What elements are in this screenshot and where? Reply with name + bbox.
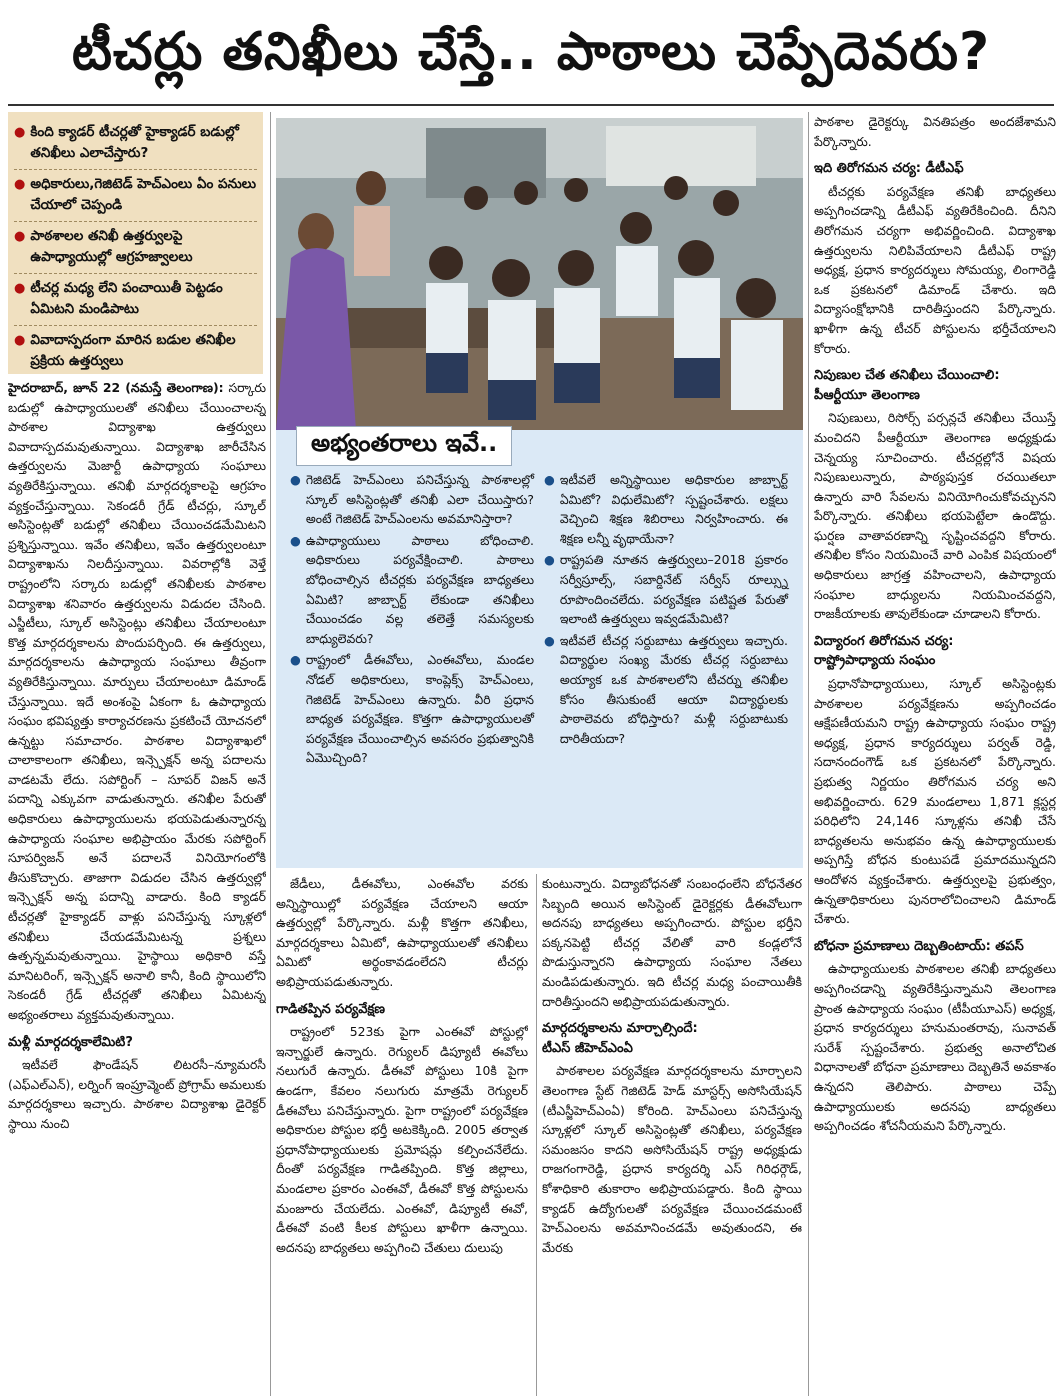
objections-box [276,430,803,868]
column-divider [808,112,809,1396]
subheading: నిపుణుల చేత తనిఖీలు చేయించాలి: [814,368,1000,384]
headline-rule [8,104,1054,106]
objection-item: ● ఉపాధ్యాయులు పాఠాలు బోధించాలి. అధికారులు పర్యవేక్షించాలి. పాఠాలు బోధించాల్సిన టీచర్లకు పర్యవేక్షణ బాధ్యతలు ఏమిటి? జాబ్చార్ట్ లేకుండా తనిఖీలు చేయించడం వల్ల తలెత్తే సమస్యలకు బాధ్యులెవరు? [290,531,534,649]
bullet-icon: ● [290,652,301,668]
objection-item: ● రాష్ట్రపతి నూతన ఉత్తర్వులు–2018 ప్రకారం సర్వీస్రూల్స్, సబార్డినేట్ సర్వీస్ రూల్స్ను రూపొందించలేదు. పర్యవేక్షణ పటిష్టత పేరుతో ఇలాంటి ఉత్తర్వులు ఇవ్వడమేమిటి? [544,550,788,628]
subheading: రాష్ట్రోపాధ్యాయ సంఘం [814,653,936,669]
article-paragraph: ప్రధానోపాధ్యాయులు, స్కూల్ అసిస్టెంట్లకు పాఠశాలల పర్యవేక్షణను అప్పగించడం ఆక్షేపణీయమని రాష్ట్ర ఉపాధ్యాయ సంఘం రాష్ట్ర అధ్యక్ష, ప్రధాన కార్యదర్శులు పర్వత్ రెడ్డి, సదానందంగౌడ్ ఒక ప్రకటనలో పేర్కొన్నారు. ప్రభుత్వ నిర్ణయం తిరోగమన చర్య అని అభివర్ణించారు. 629 మండలాలు 1,871 క్లస్టర్ల పరిధిలోని 24,146 స్కూళ్లను తనిఖీ చేసే బాధ్యతలను అనుభవం ఉన్న ఉపాధ్యాయులకు అప్పగిస్తే బోధన కుంటుపడే ప్రమాదమున్నదని ఆందోళన వ్యక్తంచేశారు. ఉత్తర్వులపై ప్రభుత్వం, ఉన్నతాధికారులు పునరాలోచించాలని డిమాండ్ చేశారు. [814,676,1056,927]
article-paragraph: ఇటీవలే ఫౌండేషన్ లిటరసీ–న్యూమరసీ (ఎఫ్ఎల్ఎన్), లర్నింగ్ ఇంప్రూవ్మెంట్ ప్రోగ్రామ్ అమలుకు మార్గదర్శకాలు ఇచ్చారు. పాఠశాల విద్యాశాఖ డైరెక్టర్ స్థాయి నుంచి [8,1057,266,1131]
objections-list-right [544,470,788,750]
highlights-box [8,112,263,374]
bullet-icon: ● [14,281,26,296]
article-paragraph: టీచర్లకు పర్యవేక్షణ తనిఖీ బాధ్యతలు అప్పగించడాన్ని డీటీఎఫ్ వ్యతిరేకించింది. దీనిని తిరోగమన చర్యగా అభివర్ణించింది. విద్యాశాఖ ఉత్తర్వులను నిలిపివేయాలని డీటీఎఫ్ రాష్ట్ర అధ్యక్ష, ప్రధాన కార్యదర్శులు సోమయ్య, లింగారెడ్డి ఒక ప్రకటనలో డిమాండ్ చేశారు. ఇది విద్యాసంక్షోభానికి దారితీస్తుందని పేర్కొన్నారు. ఖాళీగా ఉన్న టీచర్ పోస్టులను భర్తీచేయాలని కోరారు. [814,183,1056,356]
article-paragraph: కుంటున్నారు. విద్యాబోధనతో సంబంధంలేని బోధనేతర సిబ్బంది అయిన అసిస్టెంట్ డైరెక్టర్లకు డీఈవోలుగా అదనపు బాధ్యతలు అప్పగించారు. పోస్టుల భర్తీని పక్కనపెట్టి టీచర్ల వేలితో వారి కండ్లలోనే పొడుస్తున్నారని ఉపాధ్యాయ సంఘాల నేతలు మండిపడుతున్నారు. ఇది టీచర్ల మధ్య పంచాయితీకి దారితీస్తుందని అభిప్రాయపడుతున్నారు. [542,876,802,1009]
column-divider [536,874,537,1396]
headline: టీచర్లు తనిఖీలు చేస్తే.. పాఠాలు చెప్పేదెవరు? [71,22,991,82]
article-column-4 [814,112,1056,1396]
article-paragraph: నిపుణులు, రిసోర్స్ పర్సన్లచే తనిఖీలు చేయిస్తే మంచిదని పీఆర్టీయూ తెలంగాణ అధ్యక్షుడు చెన్నయ్య సూచించారు. టీచర్లల్లోనే విషయ నిపుణులున్నారు, పాఠ్యపుస్తక రచయితలూ ఉన్నారు వారి సేవలను వినియోగించుకోవచ్చునని పేర్కొన్నారు. తనిఖీలు భయపెట్టేలా ఉండొద్దు. ఘర్షణ వాతావరణాన్ని సృష్టించవద్దని కోరారు. తనిఖీల కోసం నియమించే వారి ఎంపిక విషయంలో అధికారులు జాగ్రత్త వహించాలని, ఉపాధ్యాయ సంఘాల బాధ్యులను నియమించవద్దని, రాజకీయాలకు తావులేకుండా చూడాలని కోరారు. [814,410,1056,622]
objection-item: ● ఇటీవలే టీచర్ల సర్దుబాటు ఉత్తర్వులు ఇచ్చారు. విద్యార్థుల సంఖ్య మేరకు టీచర్ల సర్దుబాటు అయ్యాక ఒక పాఠశాలలోని టీచర్ను తనిఖీల కోసం తీసుకుంటే ఆయా విద్యార్థులకు పాఠాలెవరు బోధిస్తారు? మళ్లీ సర్దుబాటుకు దారితీయదా? [544,631,788,749]
article-paragraph: జేడీలు, డీఈవోలు, ఎంఈవోల వరకు అన్నిస్థాయిల్లో పర్యవేక్షణ చేయాలని ఆయా ఉత్తర్వుల్లో పేర్కొన్నారు. మళ్లీ కొత్తగా తనిఖీలు, మార్గదర్శకాలు ఏమిటో, ఉపాధ్యాయులతో తనిఖీలు ఏమిటో అర్థంకావడంలేదని టీచర్లు అభిప్రాయపడుతున్నారు. [276,876,528,989]
article-column-3 [542,874,802,1396]
subheading: మళ్లీ మార్గదర్శకాలేమిటి? [8,1034,133,1050]
article-column-1 [8,378,266,1396]
article-paragraph: ఉపాధ్యాయులకు పాఠశాలల తనిఖీ బాధ్యతలు అప్పగించడాన్ని వ్యతిరేకిస్తున్నామని తెలంగాణ ప్రాంత ఉపాధ్యాయ సంఘం (టీపీయూఎస్) అధ్యక్ష, ప్రధాన కార్యదర్శులు హనుమంతరావు, సునావత్ సురేశ్ స్పష్టంచేశారు. ప్రభుత్వ అనాలోచిత విధానాలతో బోధనా ప్రమాణాలు దెబ్బతినే అవకాశం ఉన్నదని తెలిపారు. పాఠాలు చెప్పే ఉపాధ్యాయులకు అదనపు బాధ్యతలు అప్పగించడం శోచనీయమని పేర్కొన్నారు. [814,961,1056,1134]
highlight-item: ● వివాదాస్పదంగా మారిన బడుల తనిఖీల ప్రక్రియ ఉత్తర్వులు [14,326,257,377]
article-paragraph: రాష్ట్రంలో 523కు పైగా ఎంఈవో పోస్టుల్లో ఇన్చార్జులే ఉన్నారు. రెగ్యులర్ డిప్యూటీ ఈవోలు నలుగురే ఉన్నారు. డీఈవో పోస్టులు 10కి పైగా ఉండగా, కేవలం నలుగురు మాత్రమే రెగ్యులర్ డీఈవోలు పనిచేస్తున్నారు. పైగా రాష్ట్రంలో పర్యవేక్షణ అధికారుల పోస్టుల భర్తీ అటకెక్కింది. 2005 తర్వాత ప్రధానోపాధ్యాయులకు ప్రమోషన్లు కల్పించనేలేదు. దీంతో పర్యవేక్షణ గాడితప్పింది. కొత్త జిల్లాలు, మండలాల ప్రకారం ఎంఈవో, డీఈవో కొత్త పోస్టులను మంజూరు చేయలేదు. ఎంఈవో, డిప్యూటీ ఈవో, డీఈవో వంటి కీలక పోస్టులు ఖాళీగా ఉన్నాయి. అదనపు బాధ్యతలు అప్పగించి చేతులు దులుపు [276,1024,528,1255]
bullet-icon: ● [544,472,555,487]
highlight-item: ● పాఠశాలల తనిఖీ ఉత్తర్వులపై ఉపాధ్యాయుల్లో ఆగ్రహజ్వాలలు [14,222,257,274]
objection-item: ● గెజిటెడ్ హెచ్ఎంలు పనిచేస్తున్న పాఠశాలల్లో స్కూల్ అసిస్టెంట్లతో తనిఖీ ఎలా చేయిస్తారు? అంటే గెజిటెడ్ హెచ్ఎంలను అవమానిస్తారా? [290,470,534,529]
subheading: గాడితప్పిన పర్యవేక్షణ [276,1001,385,1017]
classroom-photo [276,118,803,430]
article-paragraph: పాఠశాల డైరెక్టర్కు వినతిపత్రం అందజేశామని పేర్కొన్నారు. [814,114,1056,149]
bullet-icon: ● [14,125,26,140]
column-divider [270,112,271,1396]
subheading: టీఎస్ జీహెచ్ఎంఏ [542,1040,633,1056]
article-column-2 [276,874,528,1396]
highlight-item: ● అధికారులు,గెజిటెడ్ హెచ్ఎంలు ఏం పనులు చేయాలో చెప్పండి [14,170,257,222]
subheading: మార్గదర్శకాలను మార్చాల్సిందే: [542,1021,698,1037]
bullet-icon: ● [14,229,26,244]
bullet-icon: ● [544,632,555,648]
objection-item: ● ఇటీవలే అన్నిస్థాయిల అధికారుల జాబ్చార్ట్ ఏమిటో? విధులేమిటో? స్పష్టంచేశారు. లక్షలు వెచ్చించి శిక్షణ శిబిరాలు నిర్వహించారు. ఈ శిక్షణ లన్నీ వృథాయేనా? [544,470,788,548]
subheading: విద్యారంగ తిరోగమన చర్య: [814,633,954,649]
bullet-icon: ● [544,552,555,568]
classroom-photo-illustration [276,118,803,430]
bullet-icon: ● [290,472,301,487]
subheading: ఇది తిరోగమన చర్య: డీటీఎఫ్ [814,161,964,177]
subheading: బోధనా ప్రమాణాలు దెబ్బతింటాయ్: తపస్ [814,938,1024,954]
highlight-item: ● టీచర్ల మధ్య లేని పంచాయితీ పెట్టడం ఏమిటని మండిపాటు [14,274,257,326]
box-title: అభ్యంతరాలు ఇవే.. [296,426,512,466]
highlight-item: ● కింది క్యాడర్ టీచర్లతో హైక్యాడర్ బడుల్లో తనిఖీలు ఎలాచేస్తారు? [14,118,257,170]
dateline: హైదరాబాద్, జూన్ 22 (నమస్తే తెలంగాణ): [8,380,224,395]
bullet-icon: ● [14,177,26,192]
article-paragraph: హైదరాబాద్, జూన్ 22 (నమస్తే తెలంగాణ): సర్కారు బడుల్లో ఉపాధ్యాయులతో తనిఖీలు చేయించాలన్న పాఠశాల విద్యాశాఖ ఉత్తర్వులు వివాదాస్పదమవుతున్నాయి. విద్యాశాఖ జారీచేసిన ఉత్తర్వులను మెజార్టీ ఉపాధ్యాయ సంఘాలు వ్యతిరేకిస్తున్నాయి. తనిఖీ మార్గదర్శకాలపై ఆగ్రహం వ్యక్తంచేస్తున్నాయి. సెకండరీ గ్రేడ్ టీచర్లు, స్కూల్ అసిస్టెంట్లతో బడుల్లో తనిఖీలు చేయించడమేమిటని ప్రశ్నిస్తున్నాయి. ఇవేం తనిఖీలు, ఇవేం ఉత్తర్వులంటూ విద్యాశాఖను నిలదీస్తున్నాయి. వివరాల్లోకి వెళ్తే రాష్ట్రంలోని సర్కారు బడుల్లో తనిఖీలకు పాఠశాల విద్యాశాఖ శనివారం ఉత్తర్వులను విడుదల చేసింది. ఎస్జీటీలు, స్కూల్ అసిస్టెంట్లు తనిఖీలు చేయాలంటూ కొత్త మార్గదర్శకాలను పొందుపర్చింది. ఈ ఉత్తర్వులు, మార్గదర్శకాలను ఉపాధ్యాయ సంఘాలు తీవ్రంగా వ్యతిరేకిస్తున్నాయి. మార్పులు చేయాలంటూ డిమాండ్ చేస్తున్నాయి. ఇదే అంశంపై ఏకంగా ఓ ఉపాధ్యాయ సంఘం భవిష్యత్తు కార్యాచరణను ప్రకటించే యోచనలో ఉన్నట్టు సమాచారం. పాఠశాల విద్యాశాఖలో చాలాకాలంగా తనిఖీలు, ఇన్స్పెక్షన్ అన్న పదాలను వాడటమే లేదు. సపోర్టింగ్ – సూపర్ విజన్ అనే పదాన్ని ఎక్కువగా వాడుతున్నారు. తనిఖీల పేరుతో అధికారులు ఉపాధ్యాయులను భయపెడుతున్నారన్న ఉపాధ్యాయ సంఘాల అభిప్రాయం మేరకు సపోర్టింగ్ సూపర్విజన్ అనే పదాలనే వినియోగంలోకి తీసుకొచ్చారు. తాజాగా విడుదల చేసిన ఉత్తర్వుల్లో ఇన్స్పెక్షన్ అన్న పదాన్ని వాడారు. కింది క్యాడర్ టీచర్లతో హైక్యాడర్ వాళ్లు పనిచేస్తున్న స్కూళ్లలో తనిఖీలు చేయడమేమిటన్న ప్రశ్నలు ఉత్పన్నమవుతున్నాయి. హైస్థాయి అధికారి వస్తే మానిటరింగ్, ఇన్స్పెక్షన్ అనాలి కానీ, కింది స్థాయిలోని సెకండరీ గ్రేడ్ టీచర్లతో తనిఖీలు ఏమిటన్న అభ్యంతరాలు వ్యక్తమవుతున్నాయి. [8,380,266,1022]
objection-item: ● రాష్ట్రంలో డీఈవోలు, ఎంఈవోలు, మండల నోడల్ అధికారులు, కాంప్లెక్స్ హెచ్ఎంలు, గెజిటెడ్ హెచ్ఎంలు ఉన్నారు. వీరి ప్రధాన బాధ్యత పర్యవేక్షణ. కొత్తగా ఉపాధ్యాయులతో పర్యవేక్షణ చేయించాల్సిన అవసరం ప్రభుత్వానికి ఏమొచ్చింది? [290,650,534,768]
article-paragraph: పాఠశాలల పర్యవేక్షణ మార్గదర్శకాలను మార్చాలని తెలంగాణ స్టేట్ గెజిటెడ్ హెడ్ మాస్టర్స్ అసోసియేషన్ (టీఎస్జీహెచ్ఎంఏ) కోరింది. హెచ్ఎంలు పనిచేస్తున్న స్కూళ్లలో స్కూల్ అసిస్టెంట్లతో తనిఖీలు, పర్యవేక్షణ సమంజసం కాదని అసోసియేషన్ రాష్ట్ర అధ్యక్షుడు రాజగంగారెడ్డి, ప్రధాన కార్యదర్శి ఎస్ గిరిధర్గౌడ్, కోశాధికారి తుకారాం అభిప్రాయపడ్డారు. కింది స్థాయి క్యాడర్ ఉద్యోగులతో పర్యవేక్షణ చేయించడమంటే హెచ్ఎంలను అవమానించడమే అవుతుందని, ఈ మేరకు [542,1063,802,1255]
objections-list-left [290,470,534,770]
bullet-icon: ● [290,532,301,548]
bullet-icon: ● [14,333,26,348]
subheading: పీఆర్టీయూ తెలంగాణ [814,387,920,403]
